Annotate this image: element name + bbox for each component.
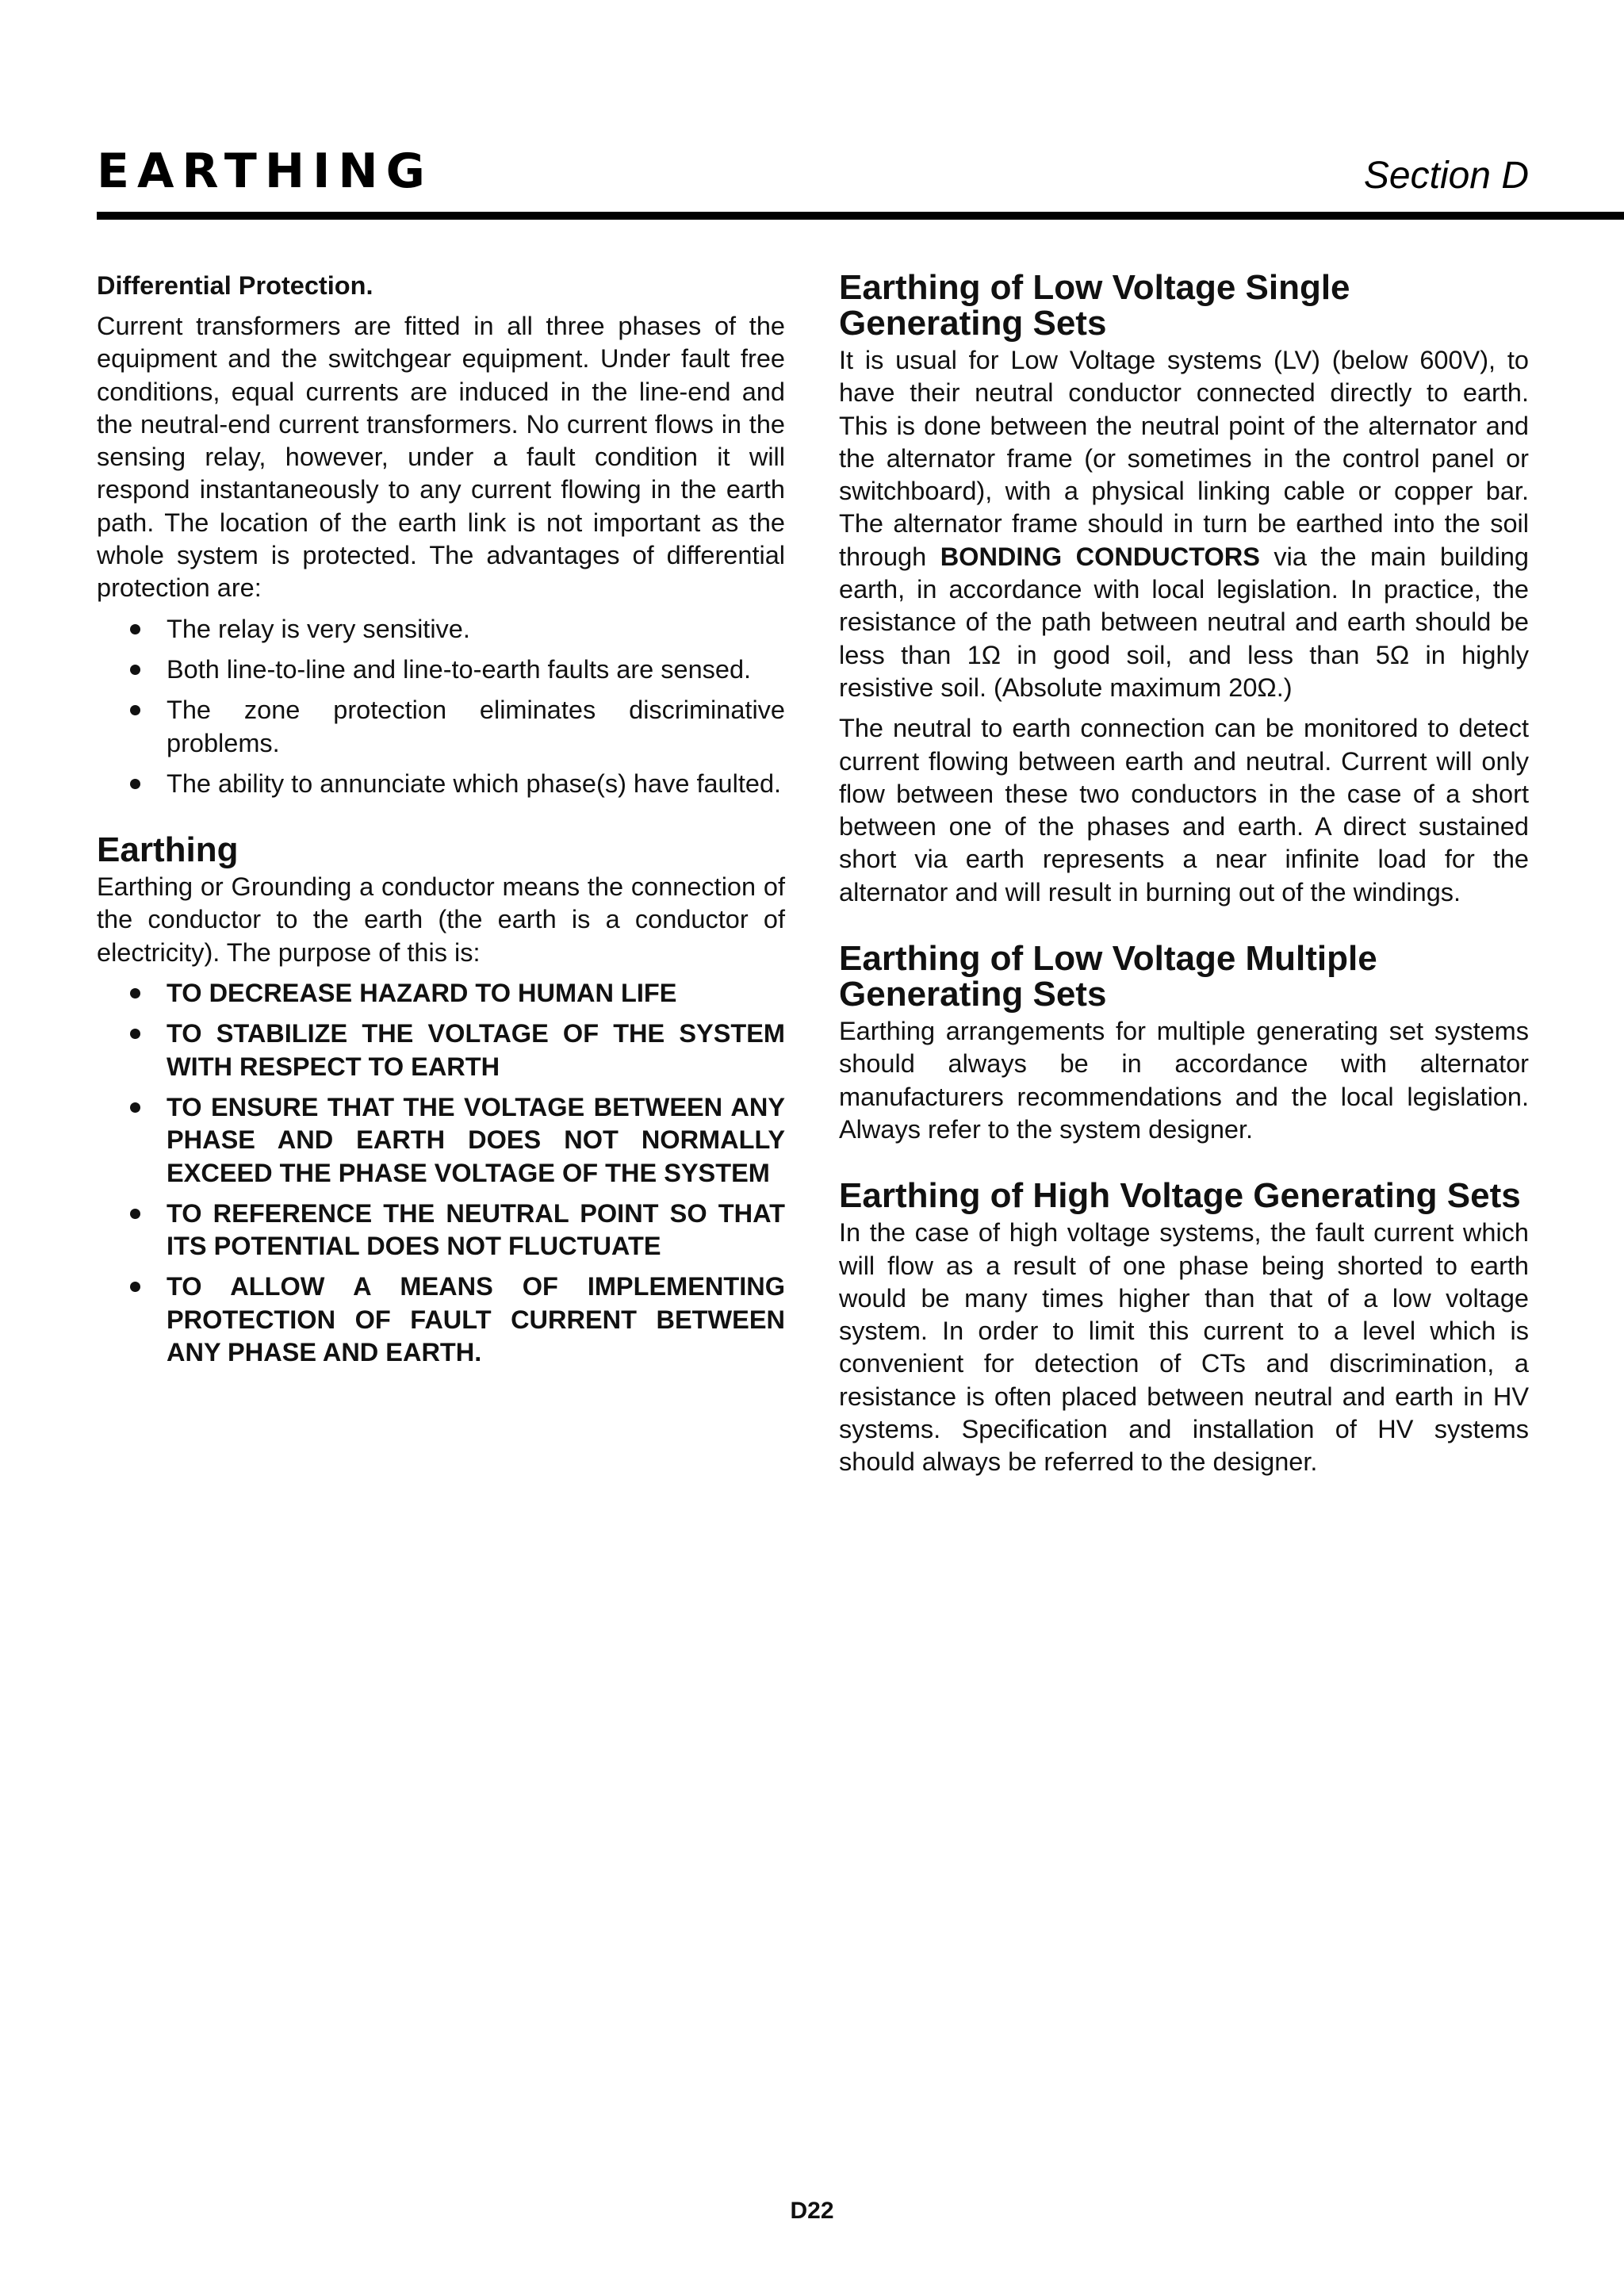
list-item-text: Both line-to-line and line-to-earth faults are sensed. [167,654,752,684]
bullet-icon [130,705,140,715]
lv-single-heading: Earthing of Low Voltage Single Generating Sets [839,268,1350,343]
left-column [97,270,785,1377]
bullet-icon [130,1102,140,1113]
page-number: D22 [790,2198,834,2224]
list-item [97,768,785,800]
lv-single-paragraph-1 [839,344,1529,704]
chapter-title: EARTHING [97,144,433,199]
differential-protection-heading: Differential Protection. [97,271,373,300]
page-header [97,141,1624,220]
section-label: Section D [1363,155,1529,197]
earthing-purpose-list [97,977,785,1369]
list-item-text: The ability to annunciate which phase(s) have faulted. [167,769,782,798]
list-item-text: TO ENSURE THAT THE VOLTAGE BETWEEN ANY PHASE AND EARTH DOES NOT NORMALLY EXCEED THE PHASE VOLTAGE OF THE SYSTEM [167,1092,785,1187]
list-item [97,613,785,646]
bullet-icon [130,779,140,789]
list-item-text: The relay is very sensitive. [167,614,470,643]
bullet-icon [130,1029,140,1039]
lv-single-paragraph-2: The neutral to earth connection can be monitored to detect current flowing between earth and neutral. Current will only flow between these two conductors in the case of a short between one of the phases and earth. A direct sustained short via earth represents a near infinite load for the alternator and will result in burning out of the windings. [839,714,1529,907]
list-item-text: The zone protection eliminates discriminative problems. [167,696,785,757]
list-item-text: TO STABILIZE THE VOLTAGE OF THE SYSTEM WITH RESPECT TO EARTH [167,1019,785,1081]
list-item [97,1018,785,1083]
earthing-heading: Earthing [97,830,239,870]
differential-protection-paragraph: Current transformers are fitted in all three phases of the equipment and the switchgear equipment. Under fault free conditions, equal currents are induced in the line-end and the neutral-end current transformers. No current flows in the sensing relay, however, under a fault condition it will respond instantaneously to any current flowing in the earth path. The location of the earth link is not important as the whole system is protected. The advantages of differential protection are: [97,312,785,603]
bullet-icon [130,624,140,634]
earthing-paragraph: Earthing or Grounding a conductor means the connection of the conductor to the earth (the earth is a conductor of electricity). The purpose of this is: [97,872,785,967]
lv-multiple-heading: Earthing of Low Voltage Multiple Generating Sets [839,939,1377,1014]
bullet-icon [130,1209,140,1219]
list-item [97,1271,785,1369]
list-item [97,654,785,686]
list-item-text: TO ALLOW A MEANS OF IMPLEMENTING PROTECTION OF FAULT CURRENT BETWEEN ANY PHASE AND EARTH. [167,1272,785,1367]
list-item [97,1091,785,1190]
bullet-icon [130,665,140,675]
lv-single-text-end: via the main building earth, in accordance with local legislation. In practice, the resistance of the path between neutral and earth should be less than 1Ω in good soil, and less than 5Ω in highly resistive soil. (Absolute maximum 20Ω.) [839,542,1529,702]
list-item [97,1198,785,1263]
lv-multiple-paragraph: Earthing arrangements for multiple generating set systems should always be in accordance with alternator manufacturers recommendations and the local legislation. Always refer to the system designer. [839,1017,1529,1144]
lv-single-text-start: It is usual for Low Voltage systems (LV) (below 600V), to have their neutral conductor connected directly to earth. This is done between the neutral point of the alternator and the alternator frame (or sometimes in the control panel or switchboard), with a physical linking cable or copper bar. The alternator frame should in turn be earthed into the soil through [839,346,1529,571]
hv-paragraph: In the case of high voltage systems, the fault current which will flow as a result of one phase being shorted to earth would be many times higher than that of a low voltage system. In order to limit this current to a level which is convenient for detection of CTs and discrimination, a resistance is often placed between neutral and earth in HV systems. Specification and installation of HV systems should always be referred to the designer. [839,1218,1529,1477]
right-column [839,270,1529,1487]
bullet-icon [130,1282,140,1292]
hv-heading: Earthing of High Voltage Generating Sets [839,1176,1521,1216]
list-item-text: TO REFERENCE THE NEUTRAL POINT SO THAT ITS POTENTIAL DOES NOT FLUCTUATE [167,1198,785,1261]
list-item [97,694,785,760]
list-item-text: TO DECREASE HAZARD TO HUMAN LIFE [167,979,677,1008]
differential-advantages-list [97,613,785,800]
list-item [97,977,785,1010]
bonding-conductors-term: BONDING CONDUCTORS [940,542,1260,571]
bullet-icon [130,988,140,999]
header-rule [97,212,1624,220]
